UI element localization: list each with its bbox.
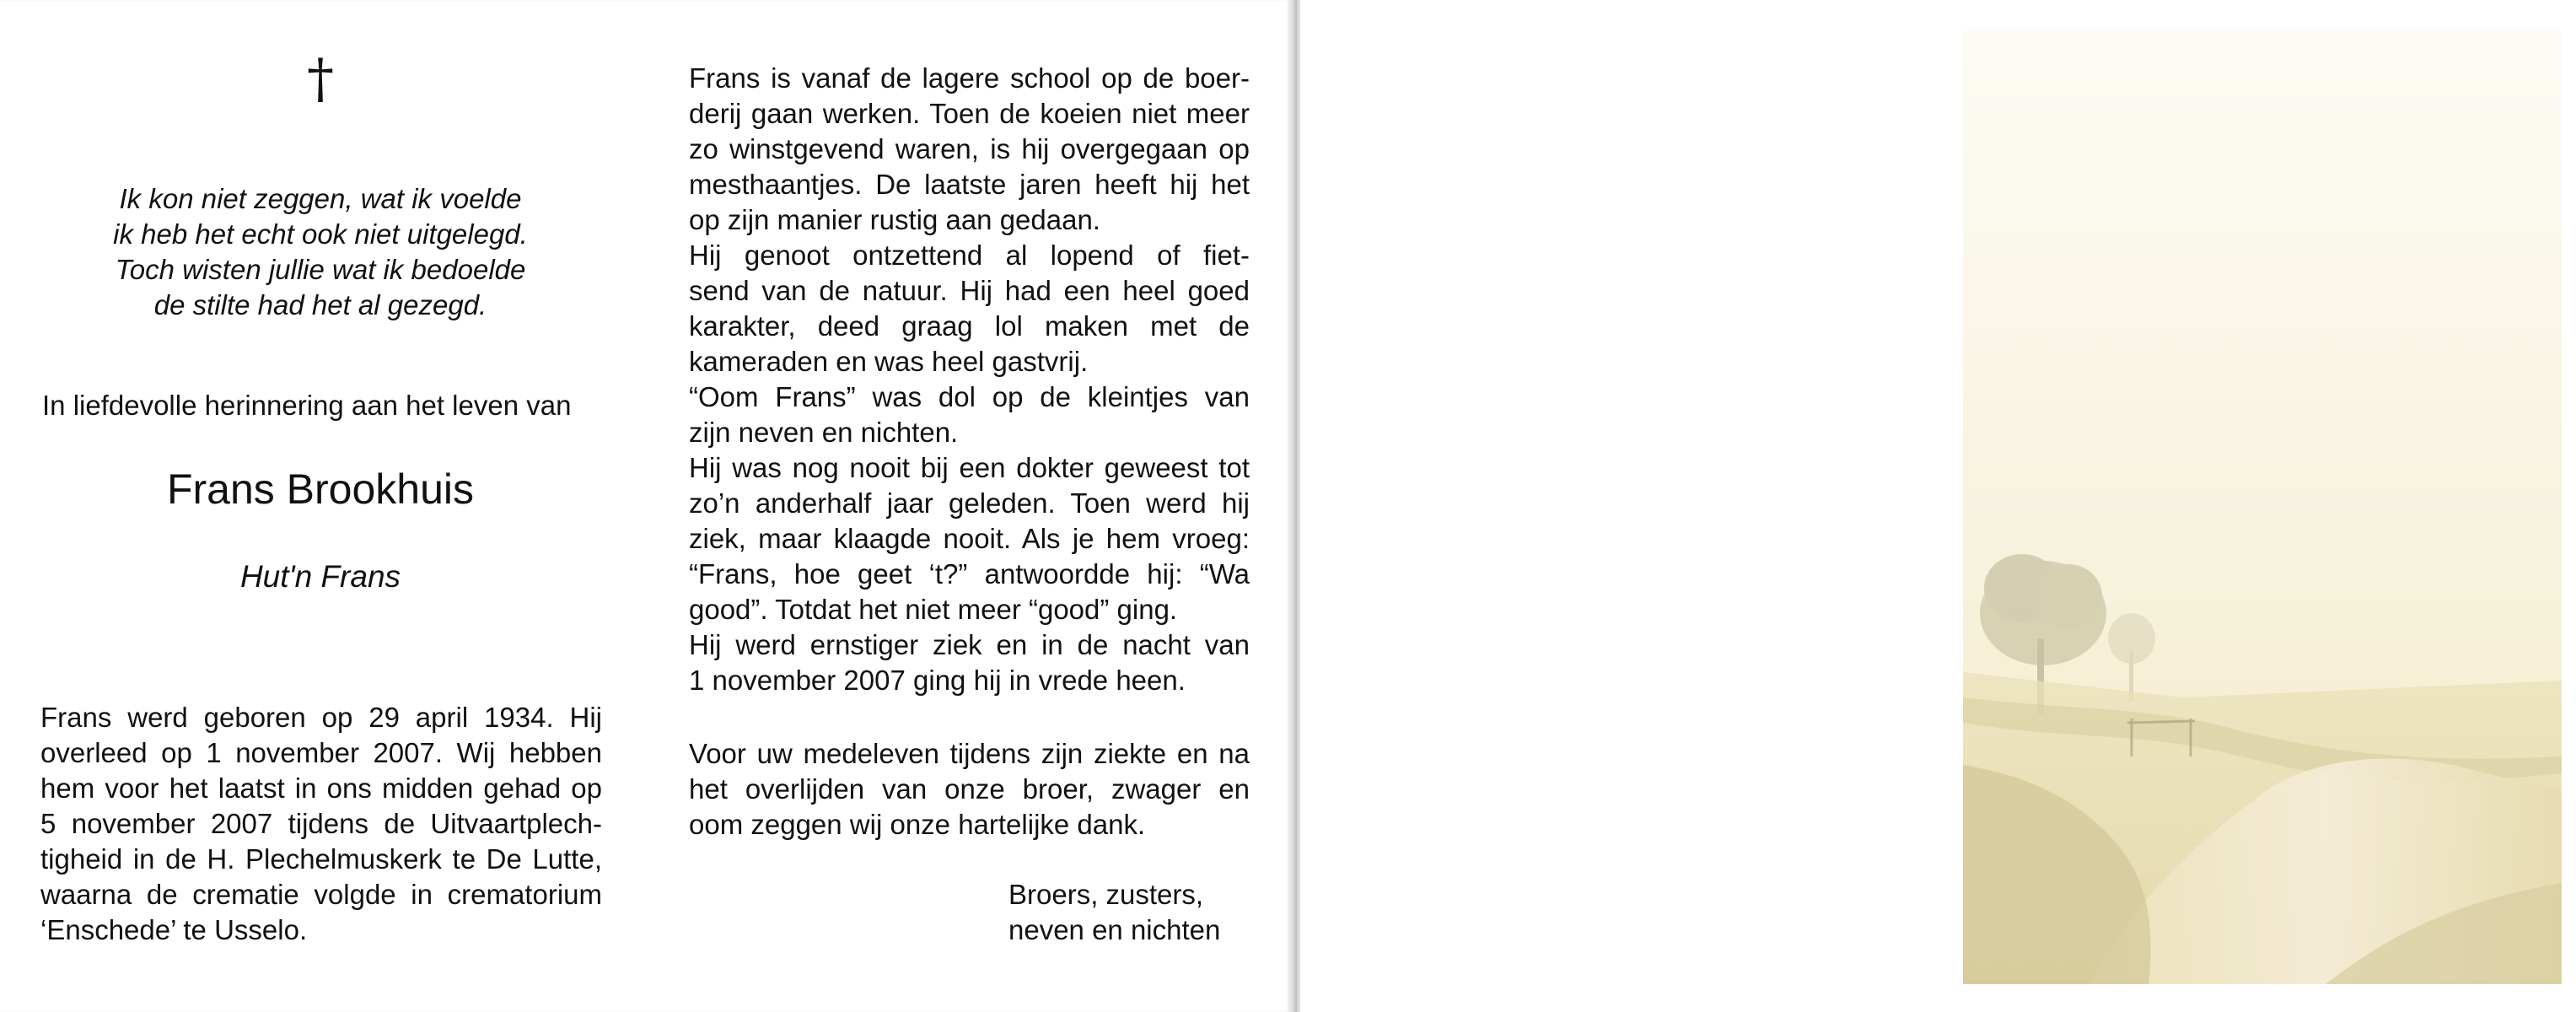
story-line: “Oom Frans” was dol op de kleintjes van [689,381,1250,412]
story-line: 1 november 2007 ging hij in vrede heen. [689,665,1186,696]
deceased-nickname: Hut'n Frans [239,559,401,594]
thanks-paragraph [689,736,1250,842]
poem-line: Toch wisten jullie wat ik bedoelde [115,254,526,285]
thanks-line: Voor uw medeleven tijdens zijn ziekte en na [689,738,1250,769]
memorial-poem [0,181,641,323]
story-line: zo’n anderhalf jaar geleden. Toen werd hij [689,487,1250,519]
story-line: Hij genoot ontzettend al lopend of fiet- [689,240,1250,271]
story-line: karakter, deed graag lol maken met de [689,310,1250,342]
landscape-photo [1963,31,2562,984]
biography-paragraph [40,700,602,948]
poem-line: Ik kon niet zeggen, wat ik voelde [119,183,522,214]
bio-line: overleed op 1 november 2007. Wij hebben [40,737,602,768]
family-signature [1008,877,1220,948]
thanks-line: oom zeggen wij onze hartelijke dank. [689,809,1146,840]
bio-line: 5 november 2007 tijdens de Uitvaartplech- [40,808,602,839]
thanks-line: het overlijden van onze broer, zwager en [689,773,1250,805]
story-line: ziek, maar klaagde nooit. Als je hem vroeg: [689,523,1250,554]
story-line: good”. Totdat het niet meer “good” ging. [689,594,1178,625]
story-line: op zijn manier rustig aan gedaan. [689,204,1100,235]
poem-line: de stilte had het al gezegd. [153,289,487,320]
bio-line: Frans werd geboren op 29 april 1934. Hij [40,702,602,733]
memorial-intro: In liefdevolle herinnering aan het leven van [42,390,572,421]
bio-line: hem voor het laatst in ons midden gehad op [40,772,602,804]
story-line: mesthaantjes. De laatste jaren heeft hij het [689,169,1250,200]
bio-line: ‘Enschede’ te Usselo. [40,914,308,945]
story-line: send van de natuur. Hij had een heel goed [689,275,1250,306]
signature-line: Broers, zusters, [1008,879,1204,910]
bio-line: tigheid in de H. Plechelmuskerk te De Lutte, [40,843,602,875]
bio-line: waarna de crematie volgde in crematorium [40,879,602,910]
cross-icon: † [307,48,334,110]
deceased-name: Frans Brookhuis [166,466,475,513]
poem-line: ik heb het echt ook niet uitgelegd. [113,218,528,250]
story-line: Hij was nog nooit bij een dokter geweest tot [689,452,1250,483]
signature-line: neven en nichten [1008,914,1221,945]
story-line: Hij werd ernstiger ziek en in de nacht van [689,629,1250,660]
life-story [689,61,1250,698]
story-line: zo winstgevend waren, is hij overgegaan op [689,133,1250,164]
story-line: Frans is vanaf de lagere school op de boer- [689,62,1250,94]
misty-landscape-image [1963,31,2562,984]
story-line: derij gaan werken. Toen de koeien niet meer [689,98,1250,129]
story-line: zijn neven en nichten. [689,417,959,448]
story-line: “Frans, hoe geet ‘t?” antwoordde hij: “Wa [689,558,1250,589]
story-line: kameraden en was heel gastvrij. [689,346,1089,377]
